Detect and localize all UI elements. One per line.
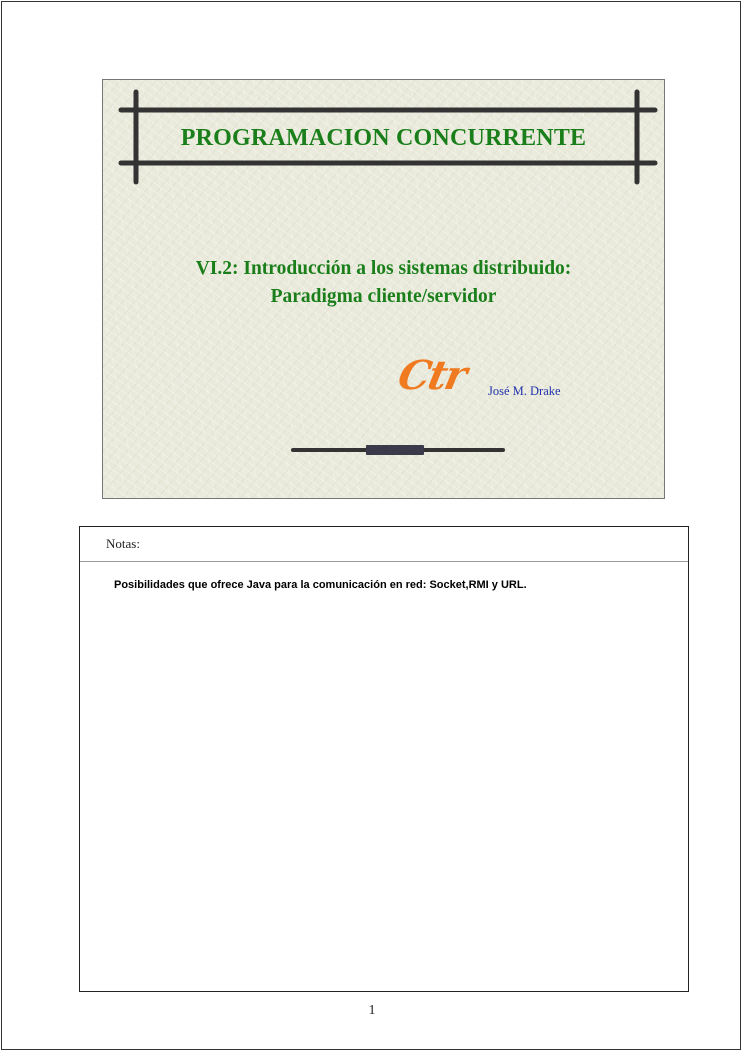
slide-thumbnail <box>102 79 665 499</box>
slide-subtitle-line2: Paradigma cliente/servidor <box>270 286 497 307</box>
slide-title: PROGRAMACION CONCURRENTE <box>180 125 587 151</box>
bottom-divider-block <box>366 445 424 455</box>
slide-author: José M. Drake <box>488 384 561 398</box>
slide-subtitle-line1: VI.2: Introducción a los sistemas distribuido: <box>195 258 572 279</box>
notes-header: Notas: <box>80 527 688 562</box>
page-number: 1 <box>368 1003 376 1018</box>
slide-subtitle <box>103 255 664 311</box>
ctr-logo: Ctr <box>394 352 470 399</box>
notes-box <box>79 526 689 992</box>
notes-text: Posibilidades que ofrece Java para la comunicación en red: Socket,RMI y URL. <box>114 579 527 591</box>
